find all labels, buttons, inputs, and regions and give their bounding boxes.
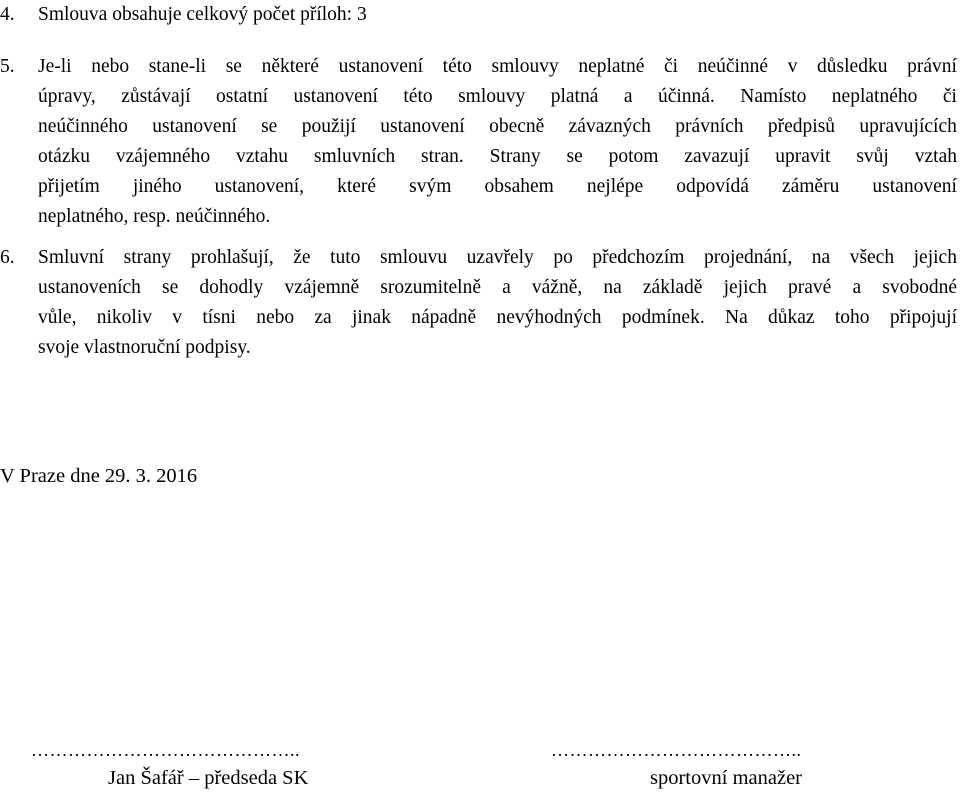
word: upravujících <box>859 116 957 137</box>
word: se <box>566 146 583 167</box>
word: a <box>623 86 633 107</box>
word: smlouvu <box>379 247 448 268</box>
word: tísni <box>202 307 236 328</box>
word: otázku <box>38 146 90 167</box>
word: se <box>261 116 278 137</box>
word: některé <box>261 56 319 77</box>
word: ustanovení <box>293 86 378 107</box>
word: nápadně <box>411 307 477 328</box>
signature-line-left: …………………………………….. <box>31 740 300 760</box>
word: toho <box>834 307 870 328</box>
word: nejlépe <box>586 176 644 197</box>
text-line <box>38 142 957 172</box>
word: svůj <box>856 146 889 167</box>
text-line <box>38 273 957 303</box>
clause-number: 6. <box>0 247 15 268</box>
word: v <box>787 56 798 77</box>
word: právních <box>675 116 744 137</box>
word: či <box>942 86 957 107</box>
text-line <box>38 82 957 112</box>
text-line: neplatného, resp. neúčinného. <box>38 206 271 227</box>
word: jejich <box>723 277 767 298</box>
word: účinná. <box>657 86 715 107</box>
word: důkaz <box>768 307 815 328</box>
word: či <box>664 56 679 77</box>
word: jiného <box>132 176 182 197</box>
text-line <box>38 303 957 333</box>
word: jinak <box>351 307 391 328</box>
word: vztah <box>914 146 957 167</box>
word: všech <box>849 247 895 268</box>
word: srozumitelně <box>380 277 481 298</box>
word: ustanovení <box>380 116 465 137</box>
word: svobodné <box>882 277 957 298</box>
text-line: Smlouva obsahuje celkový počet příloh: 3 <box>38 4 367 25</box>
word: základě <box>642 277 703 298</box>
word: nevýhodných <box>496 307 602 328</box>
word: ustanovení <box>872 176 957 197</box>
word: úpravy, <box>38 86 96 107</box>
signature-label-chairman: Jan Šafář – předseda SK <box>108 767 309 789</box>
signature-line-right: ………………………………….. <box>551 740 802 760</box>
word: záměru <box>781 176 840 197</box>
word: prohlašují, <box>190 247 274 268</box>
clause-text <box>38 243 957 363</box>
word: této <box>403 86 433 107</box>
word: vztahu <box>235 146 288 167</box>
word: a <box>502 277 511 298</box>
word: které <box>337 176 377 197</box>
word: ustanoveních <box>38 277 141 298</box>
clause-number: 5. <box>0 56 15 77</box>
word: předchozím <box>592 247 685 268</box>
word: potom <box>608 146 659 167</box>
clause-text <box>38 52 957 232</box>
word: smlouvy <box>491 56 559 77</box>
word: stran. <box>421 146 464 167</box>
word: Namísto <box>740 86 807 107</box>
word: předpisů <box>767 116 836 137</box>
signature-label-manager: sportovní manažer <box>650 767 802 789</box>
word: zavazují <box>684 146 750 167</box>
word: projednání, <box>703 247 793 268</box>
word: Strany <box>489 146 541 167</box>
word: Je-li <box>38 56 72 77</box>
word: strany <box>123 247 172 268</box>
word: závazných <box>568 116 651 137</box>
word: tuto <box>330 247 361 268</box>
clause-number: 4. <box>0 4 15 25</box>
word: ustanovení <box>338 56 424 77</box>
word: stane-li <box>148 56 207 77</box>
word: na <box>603 277 622 298</box>
word: obecně <box>489 116 545 137</box>
word: upravit <box>775 146 831 167</box>
word: neplatného <box>831 86 918 107</box>
word: připojují <box>889 307 957 328</box>
place-date: V Praze dne 29. 3. 2016 <box>0 465 198 487</box>
word: nebo <box>256 307 295 328</box>
word: neúčinného <box>38 116 128 137</box>
word: ustanovení, <box>214 176 305 197</box>
word: dohodly <box>199 277 264 298</box>
word: pravé <box>788 277 832 298</box>
word: se <box>162 277 179 298</box>
text-line <box>38 243 957 273</box>
word: a <box>852 277 862 298</box>
word: za <box>314 307 332 328</box>
word: že <box>293 247 311 268</box>
text-line: svoje vlastnoruční podpisy. <box>38 337 251 358</box>
word: použijí <box>301 116 356 137</box>
word: jejich <box>913 247 957 268</box>
word: po <box>553 247 573 268</box>
word: Smluvní <box>38 247 105 268</box>
word: svým <box>409 176 452 197</box>
word: obsahem <box>484 176 554 197</box>
word: v <box>172 307 183 328</box>
word: zůstávají <box>121 86 191 107</box>
word: podmínek. <box>621 307 705 328</box>
text-line <box>38 52 957 82</box>
word: nikoliv <box>96 307 152 328</box>
word: Na <box>725 307 748 328</box>
word: na <box>811 247 831 268</box>
word: smluvních <box>313 146 396 167</box>
word: vážně, <box>531 277 583 298</box>
word: důsledku <box>817 56 888 77</box>
text-line <box>38 112 957 142</box>
word: uzavřely <box>466 247 534 268</box>
word: ostatní <box>215 86 268 107</box>
word: vzájemně <box>284 277 360 298</box>
word: nebo <box>91 56 130 77</box>
text-line <box>38 172 957 202</box>
word: ustanovení <box>152 116 237 137</box>
word: smlouvy <box>458 86 526 107</box>
clause-text <box>38 0 957 30</box>
word: vzájemného <box>115 146 211 167</box>
word: odpovídá <box>676 176 749 197</box>
word: se <box>225 56 242 77</box>
word: přijetím <box>38 176 100 197</box>
word: platná <box>550 86 599 107</box>
word: neplatné <box>578 56 645 77</box>
word: právní <box>907 56 957 77</box>
word: neúčinné <box>697 56 769 77</box>
word: vůle, <box>38 307 77 328</box>
word: této <box>442 56 472 77</box>
